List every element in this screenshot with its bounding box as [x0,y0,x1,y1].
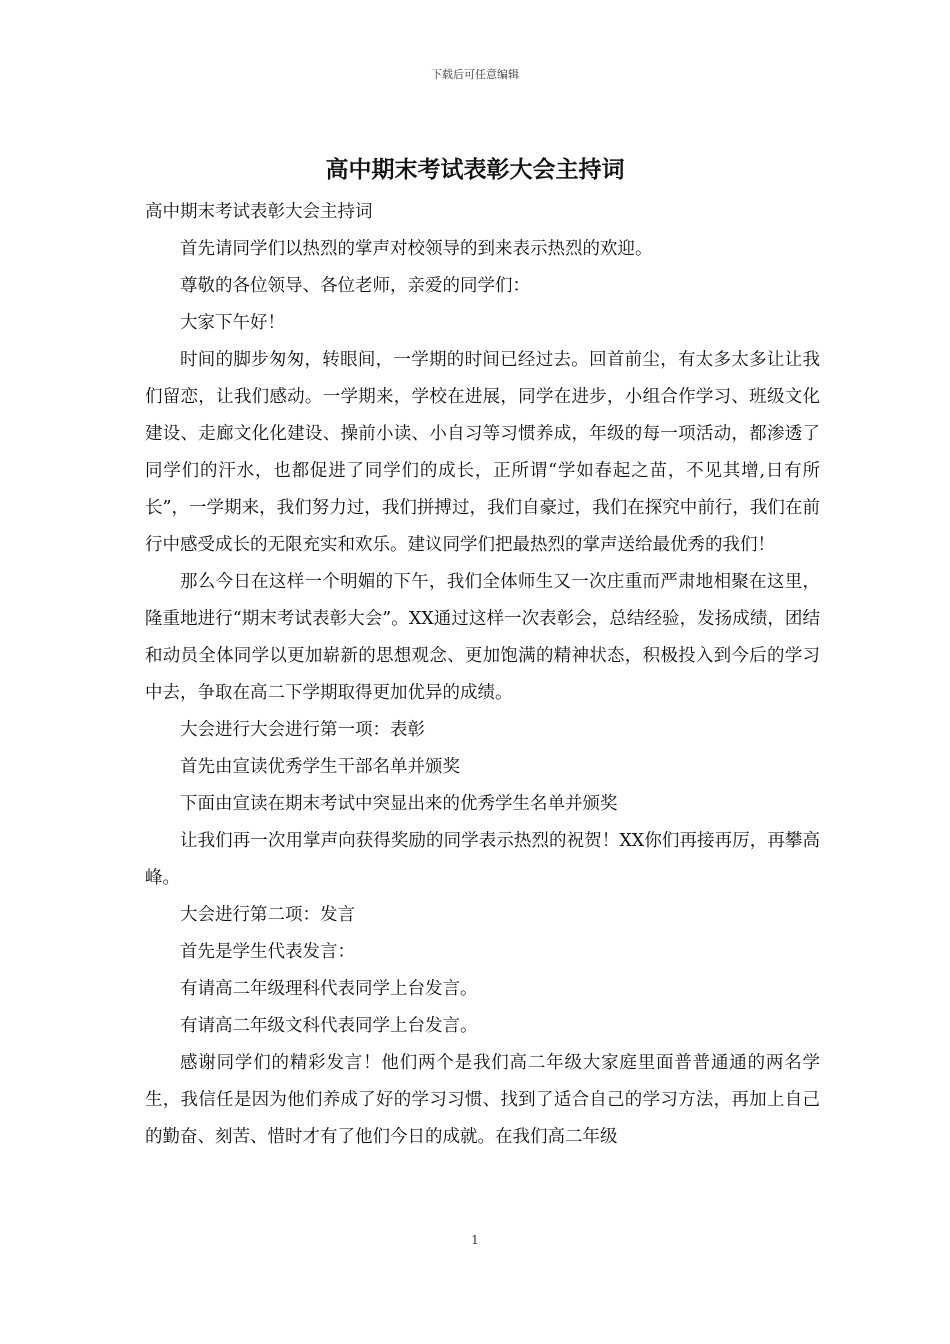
paragraph: 时间的脚步匆匆，转眼间，一学期的时间已经过去。回首前尘，有太多太多让让我们留恋，让我们感动。一学期来，学校在进展，同学在进步，小组合作学习、班级文化建设、走廊文化化建设、操前小读、小自习等习惯养成，年级的每一项活动，都渗透了同学们的汗水，也都促进了同学们的成长，正所谓“学如春起之苗，不见其增,日有所长”，一学期来，我们努力过，我们拼搏过，我们自豪过，我们在探究中前行，我们在前行中感受成长的无限充实和欢乐。建议同学们把最热烈的掌声送给最优秀的我们！ [145,350,820,555]
paragraph: 高中期末考试表彰大会主持词 [145,202,373,222]
paragraph: 大会进行第二项：发言 [180,905,355,925]
paragraph: 有请高二年级文科代表同学上台发言。 [180,1016,478,1036]
paragraph: 首先是学生代表发言： [180,942,355,962]
paragraph: 大家下午好！ [180,313,285,333]
paragraph: 那么今日在这样一个明媚的下午，我们全体师生又一次庄重而严肃地相聚在这里，隆重地进行“期末考试表彰大会”。XX通过这样一次表彰会，总结经验，发扬成绩，团结和动员全体同学以更加崭新的思想观念、更加饱满的精神状态，积极投入到今后的学习中去，争取在高二下学期取得更加优异的成绩。 [145,572,820,703]
page-number: 1 [471,1233,479,1247]
paragraph: 首先由宣读优秀学生干部名单并颁奖 [180,757,460,777]
paragraph: 下面由宣读在期末考试中突显出来的优秀学生名单并颁奖 [180,794,618,814]
paragraph: 首先请同学们以热烈的掌声对校领导的到来表示热烈的欢迎。 [180,239,653,259]
paragraph: 让我们再一次用掌声向获得奖励的同学表示热烈的祝贺！XX你们再接再厉，再攀高峰。 [145,831,820,888]
paragraph: 感谢同学们的精彩发言！他们两个是我们高二年级大家庭里面普普通通的两名学生，我信任是因为他们养成了好的学习习惯、找到了适合自己的学习方法，再加上自己的勤奋、刻苦、惜时才有了他们今日的成就。在我们高二年级 [145,1053,820,1147]
paragraph: 尊敬的各位领导、各位老师，亲爱的同学们： [180,276,530,296]
paragraph: 大会进行大会进行第一项：表彰 [180,720,425,740]
document-title: 高中期末考试表彰大会主持词 [325,156,625,183]
page-header-note: 下载后可任意编辑 [431,68,519,81]
paragraph: 有请高二年级理科代表同学上台发言。 [180,979,478,999]
document-body [145,194,820,1156]
